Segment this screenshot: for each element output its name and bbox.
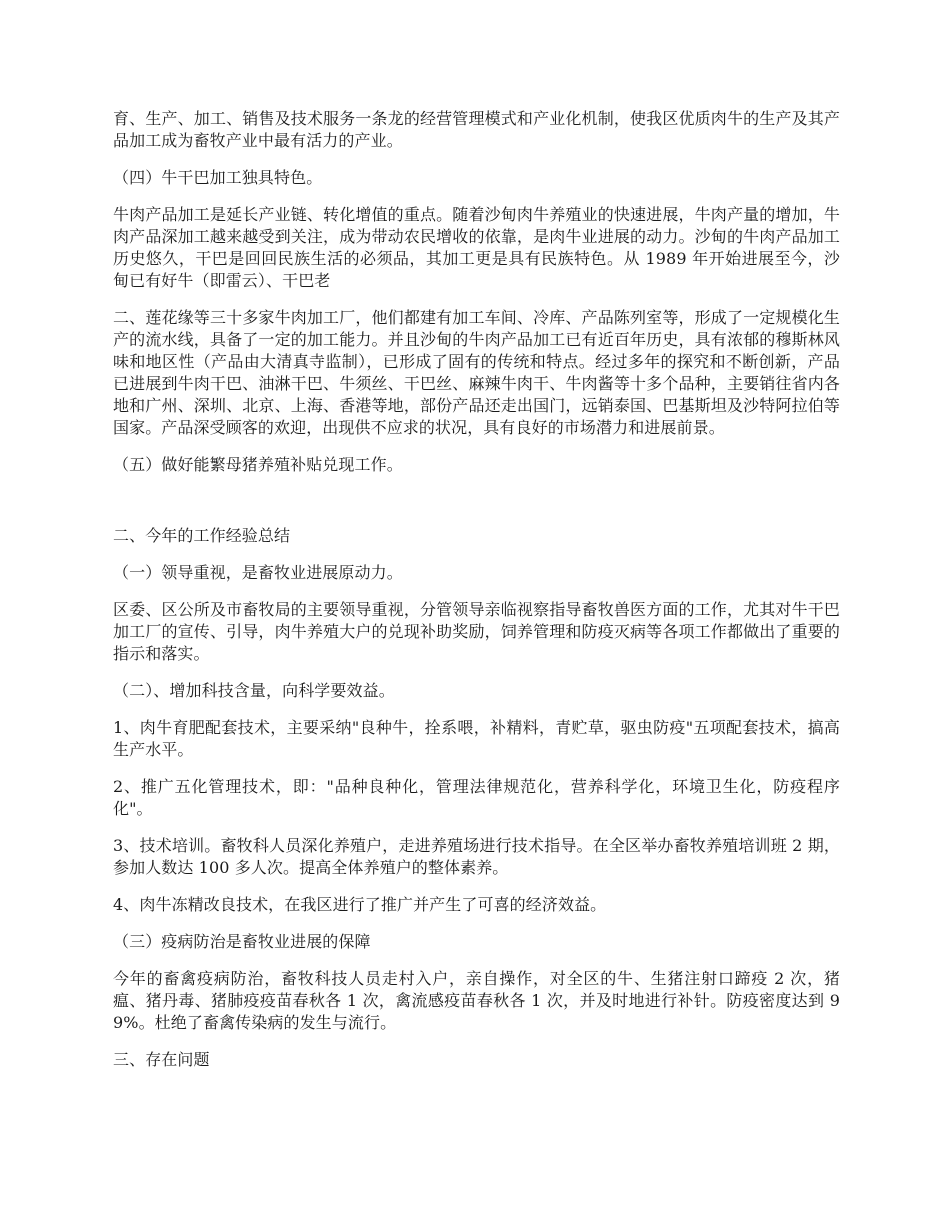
list-item-management-tech: 2、推广五化管理技术，即："品种良种化，管理法律规范化，营养科学化，环境卫生化，防疫程序化"。 [113,777,840,818]
heading-disease-prevention: （三）疫病防治是畜牧业进展的保障 [113,932,371,951]
paragraph-beef-processing: 牛肉产品加工是延长产业链、转化增值的重点。随着沙甸肉牛养殖业的快速进展，牛肉产量的增加，牛肉产品深加工越来越受到关注，成为带动农民增收的依靠，是肉牛业进展的动力。沙甸的牛肉产品加工历史悠久，干巴是回回民族生活的必须品，其加工更是具有民族特色。从 1989 年开始进展至今，沙甸已有好牛（即雷云）、干巴老 [113,205,840,290]
paragraph-disease-prevention: 今年的畜禽疫病防治，畜牧科技人员走村入户，亲自操作，对全区的牛、生猪注射口蹄疫 2 次，猪瘟、猪丹毒、猪肺疫疫苗春秋各 1 次，禽流感疫苗春秋各 1 次，并及时地进行补针。防疫密度达到 99%。杜绝了畜禽传染病的发生与流行。 [113,969,840,1032]
paragraph-industrial-chain: 育、生产、加工、销售及技术服务一条龙的经营管理模式和产业化机制，使我区优质肉牛的生产及其产品加工成为畜牧产业中最有活力的产业。 [113,109,840,150]
paragraph-processing-plants: 二、莲花缘等三十多家牛肉加工厂，他们都建有加工车间、冷库、产品陈列室等，形成了一定规模化生产的流水线，具备了一定的加工能力。并且沙甸的牛肉产品加工已有近百年历史，具有浓郁的穆斯林风味和地区性（产品由大清真寺监制），已形成了固有的传统和特点。经过多年的探究和不断创新，产品已进展到牛肉干巴、油淋干巴、牛须丝、干巴丝、麻辣牛肉干、牛肉酱等十多个品种，主要销往省内各地和广州、深圳、北京、上海、香港等地，部份产品还走出国门，远销泰国、巴基斯坦及沙特阿拉伯等国家。产品深受顾客的欢迎，出现供不应求的状况，具有良好的市场潜力和进展前景。 [113,308,840,437]
heading-leadership: （一）领导重视，是畜牧业进展原动力。 [113,563,403,582]
document-body [113,108,840,1086]
list-item-frozen-semen: 4、肉牛冻精改良技术，在我区进行了推广并产生了可喜的经济效益。 [113,895,607,914]
heading-beef-jerky-processing: （四）牛干巴加工独具特色。 [113,168,323,187]
paragraph-leadership: 区委、区公所及市畜牧局的主要领导重视，分管领导亲临视察指导畜牧兽医方面的工作，尤其对牛干巴加工厂的宣传、引导，肉牛养殖大户的兑现补助奖励，饲养管理和防疫灭病等各项工作都做出了重要的指示和落实。 [113,600,840,663]
list-item-fattening-tech: 1、肉牛育肥配套技术，主要采纳"良种牛，拴系喂，补精料，青贮草，驱虫防疫"五项配套技术，搞高生产水平。 [113,718,840,759]
list-item-training: 3、技术培训。畜牧科人员深化养殖户，走进养殖场进行技术指导。在全区举办畜牧养殖培训班 2 期，参加人数达 100 多人次。提高全体养殖户的整体素养。 [113,836,840,877]
section-heading-problems: 三、存在问题 [113,1050,210,1069]
heading-sow-subsidy: （五）做好能繁母猪养殖补贴兑现工作。 [113,455,403,474]
heading-technology: （二）、增加科技含量，向科学要效益。 [113,681,395,700]
section-heading-experience-summary: 二、今年的工作经验总结 [113,526,291,545]
section-gap [113,491,840,525]
